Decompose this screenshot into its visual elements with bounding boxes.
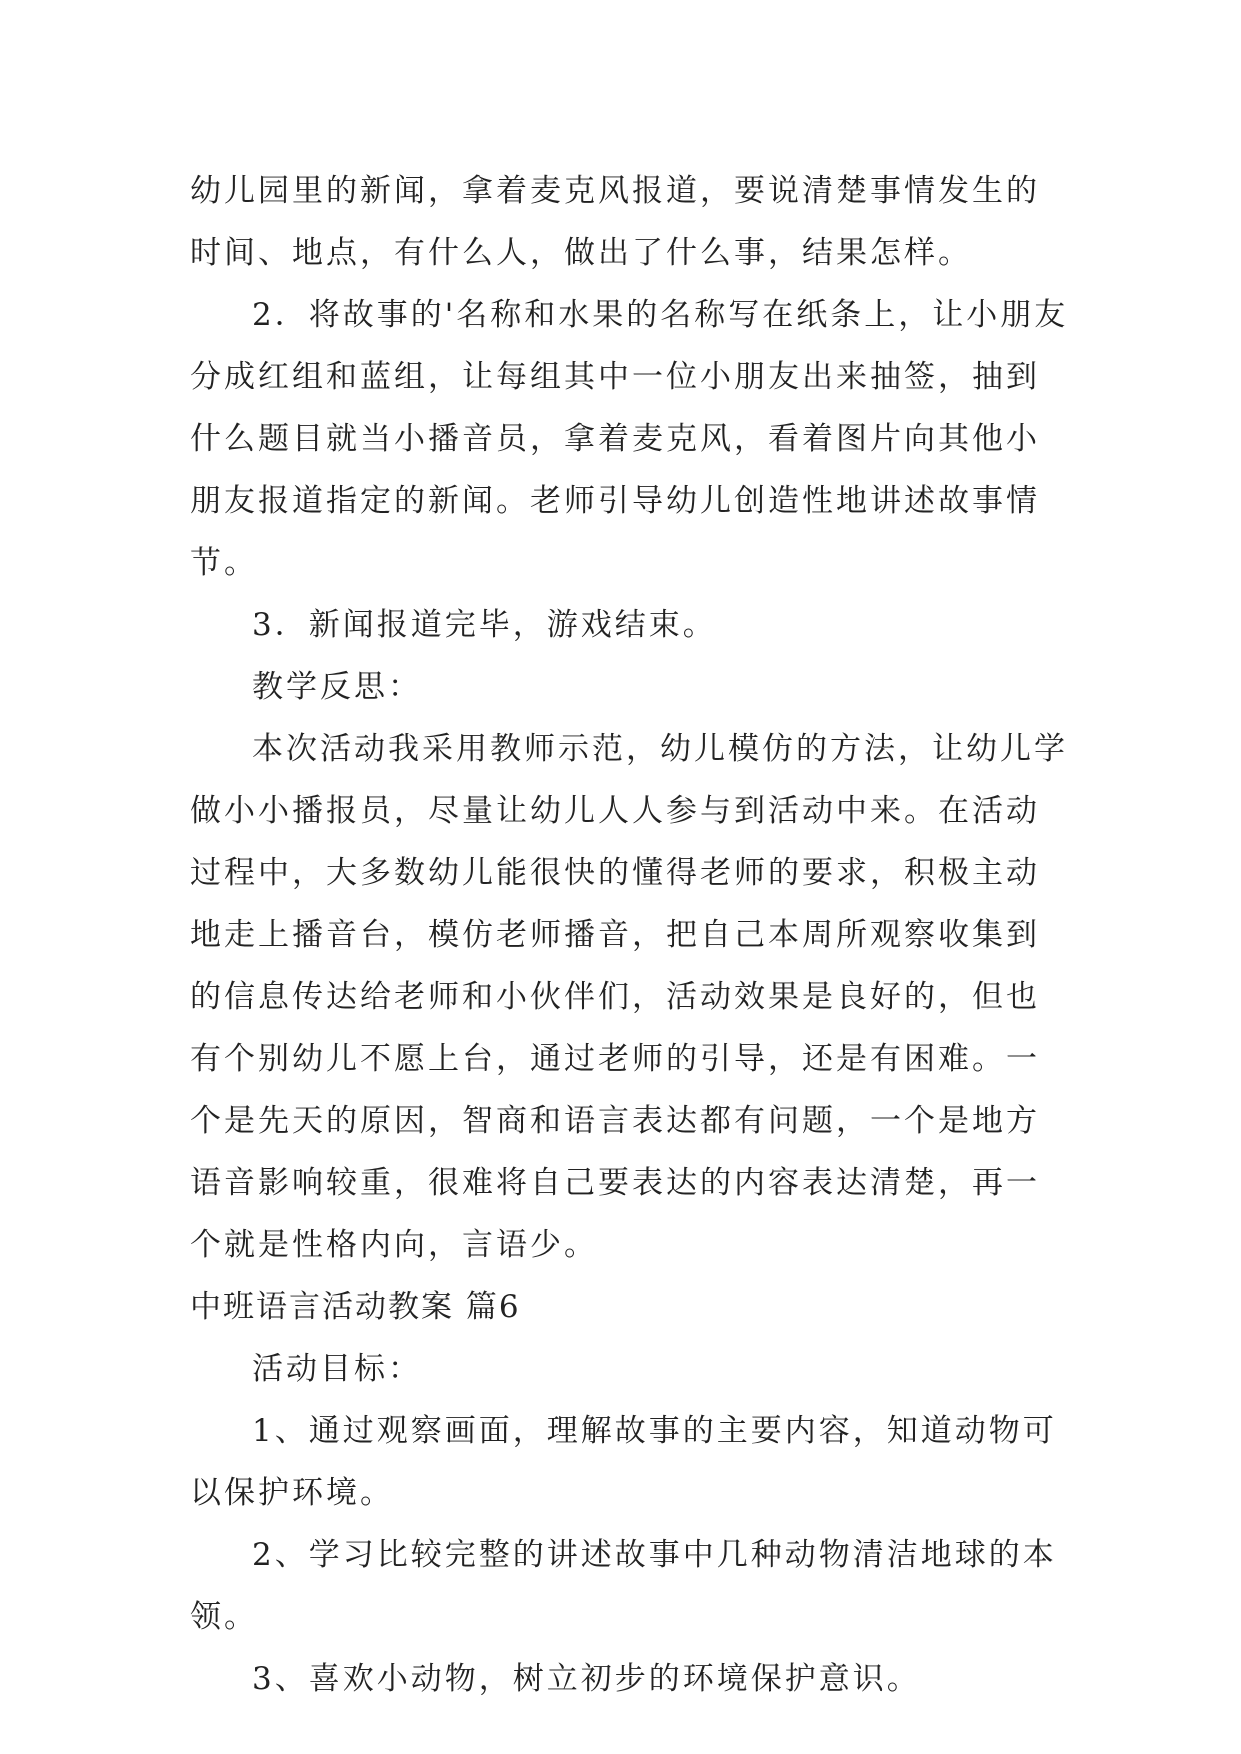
paragraph-step-2: 2．将故事的'名称和水果的名称写在纸条上，让小朋友分成红组和蓝组，让每组其中一位小朋友出来抽签，抽到什么题目就当小播音员，拿着麦克风，看着图片向其他小朋友报道指定的新闻。老师引导幼儿创造性地讲述故事情节。 (190, 297, 1069, 581)
paragraph-objective-3: 3、喜欢小动物，树立初步的环境保护意识。 (252, 1661, 921, 1697)
paragraph-step-3: 3．新闻报道完毕，游戏结束。 (252, 607, 717, 643)
paragraph-objective-2: 2、学习比较完整的讲述故事中几种动物清洁地球的本领。 (190, 1537, 1057, 1635)
paragraph-reflection-label: 教学反思： (252, 669, 422, 705)
paragraph-news-report-continued: 幼儿园里的新闻，拿着麦克风报道，要说清楚事情发生的时间、地点，有什么人，做出了什么事，结果怎样。 (190, 173, 1040, 271)
section-heading: 中班语言活动教案 篇6 (190, 1289, 521, 1325)
document-body (190, 160, 1070, 1710)
paragraph-reflection-body: 本次活动我采用教师示范，幼儿模仿的方法，让幼儿学做小小播报员，尽量让幼儿人人参与到活动中来。在活动过程中，大多数幼儿能很快的懂得老师的要求，积极主动地走上播音台，模仿老师播音，把自己本周所观察收集到的信息传达给老师和小伙伴们，活动效果是良好的，但也有个别幼儿不愿上台，通过老师的引导，还是有困难。一个是先天的原因，智商和语言表达都有问题，一个是地方语音影响较重，很难将自己要表达的内容表达清楚，再一个就是性格内向，言语少。 (190, 731, 1068, 1263)
paragraph-objective-1: 1、通过观察画面，理解故事的主要内容，知道动物可以保护环境。 (190, 1413, 1057, 1511)
paragraph-objectives-label: 活动目标： (252, 1351, 422, 1387)
